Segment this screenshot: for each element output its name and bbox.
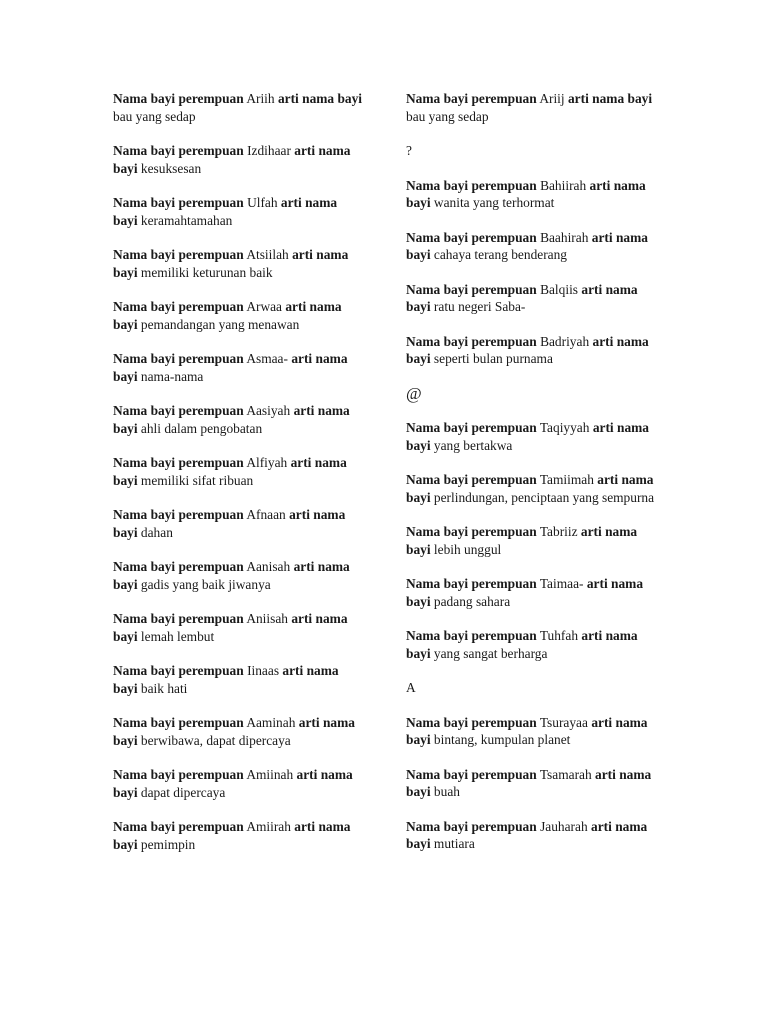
name-entry (406, 818, 661, 853)
name-entry (113, 662, 363, 697)
entry-name: Amiirah (246, 819, 291, 834)
entry-meaning: pemandangan yang menawan (140, 316, 300, 332)
entry-prefix: Nama bayi perempuan (406, 229, 537, 245)
entry-meaning-label: arti (293, 403, 315, 418)
entry-name: Alfiyah (246, 455, 288, 470)
entry-prefix: Nama bayi perempuan (406, 524, 537, 539)
entry-meaning-label: arti (290, 455, 312, 470)
entry-prefix: Nama bayi perempuan (113, 403, 244, 418)
entry-group (406, 177, 661, 368)
entry-meaning: dapat dipercaya (140, 784, 226, 800)
entry-name: Aasiyah (246, 403, 291, 418)
name-entry (113, 90, 363, 125)
entry-meaning-label: arti (592, 333, 614, 349)
entry-meaning-suffix: nama bayi (406, 420, 649, 453)
entry-name: Amiinah (246, 767, 294, 782)
name-entry (113, 766, 363, 801)
entry-prefix: Nama bayi perempuan (113, 143, 244, 158)
entry-meaning: wanita yang terhormat (433, 195, 555, 210)
entry-meaning-label: arti (581, 281, 603, 297)
entry-meaning: ratu negeri Saba- (433, 299, 526, 314)
name-entry (406, 90, 661, 125)
entry-meaning-label: arti (591, 714, 613, 730)
entry-name: Afnaan (246, 507, 286, 522)
entry-meaning: lemah lembut (140, 628, 215, 644)
entry-meaning: bau yang sedap (406, 108, 489, 124)
name-entry (113, 142, 363, 177)
entry-meaning-label: arti (567, 91, 589, 106)
entry-meaning-label: arti (292, 247, 313, 262)
entry-meaning-suffix: nama bayi (113, 143, 351, 176)
entry-meaning-suffix: nama bayi (592, 91, 653, 106)
entry-prefix: Nama bayi perempuan (113, 351, 244, 366)
entry-prefix: Nama bayi perempuan (406, 576, 537, 591)
entry-meaning-suffix: nama bayi (113, 351, 348, 384)
name-entry (406, 229, 661, 264)
name-entry (113, 402, 363, 437)
entry-meaning-suffix: nama bayi (406, 177, 646, 210)
entry-meaning-label: arti (280, 195, 302, 210)
entry-meaning-label: arti (592, 420, 614, 435)
entry-meaning: mutiara (433, 836, 475, 851)
entry-prefix: Nama bayi perempuan (113, 819, 244, 834)
entry-name: Iinaas (247, 663, 280, 678)
entry-meaning-suffix: nama bayi (406, 229, 648, 262)
entry-meaning-label: arti (291, 611, 313, 626)
entry-meaning-suffix: nama bayi (113, 247, 349, 280)
entry-meaning-label: arti (291, 351, 313, 366)
entry-meaning-label: arti (294, 143, 316, 158)
entry-meaning-suffix: nama bayi (113, 559, 350, 592)
name-entry (406, 281, 661, 316)
entry-prefix: Nama bayi perempuan (406, 818, 537, 834)
entry-prefix: Nama bayi perempuan (113, 299, 244, 314)
entry-meaning-suffix: nama bayi (113, 819, 351, 852)
entry-name: Asmaa- (246, 351, 288, 366)
entry-meaning-suffix: nama bayi (406, 628, 638, 661)
entry-prefix: Nama bayi perempuan (406, 628, 537, 643)
entry-meaning-label: arti (296, 767, 318, 782)
entry-prefix: Nama bayi perempuan (406, 420, 537, 435)
name-entry (113, 246, 363, 281)
entry-meaning-suffix: nama bayi (406, 524, 638, 557)
entry-name: Atsiilah (246, 247, 289, 262)
separator-mark: ? (406, 143, 412, 158)
name-entry (113, 350, 363, 385)
entry-meaning: seperti bulan purnama (433, 351, 553, 366)
name-entry (113, 298, 363, 333)
entry-prefix: Nama bayi perempuan (113, 195, 244, 210)
entry-meaning-label: arti (597, 472, 619, 487)
entry-prefix: Nama bayi perempuan (113, 767, 244, 782)
entry-name: Izdihaar (247, 143, 291, 158)
entry-meaning: buah (433, 784, 460, 799)
entry-meaning-suffix: nama bayi (113, 455, 347, 488)
entry-name: Tamiimah (539, 472, 594, 487)
entry-meaning-suffix: nama bayi (406, 333, 649, 366)
entry-meaning: gadis yang baik jiwanya (140, 576, 271, 592)
entry-meaning-suffix: nama bayi (113, 299, 342, 332)
entry-prefix: Nama bayi perempuan (113, 611, 244, 626)
entry-meaning-suffix: nama bayi (406, 766, 652, 799)
entry-name: Tsamarah (539, 766, 592, 782)
separator-mark: @ (406, 383, 422, 403)
entry-meaning-suffix: nama bayi (113, 195, 338, 228)
entry-meaning-label: arti (586, 576, 608, 591)
entry-prefix: Nama bayi perempuan (113, 715, 244, 730)
entry-name: Bahiirah (540, 177, 587, 193)
name-entry (406, 333, 661, 368)
entry-meaning-suffix: nama bayi (113, 403, 350, 436)
entry-meaning: bau yang sedap (113, 108, 196, 124)
entry-name: Tabriiz (539, 524, 578, 539)
entry-meaning-label: arti (298, 715, 320, 730)
entry-meaning: cahaya terang benderang (433, 247, 568, 262)
entry-name: Tsurayaa (539, 714, 588, 730)
name-entry (406, 575, 661, 610)
name-entry (113, 194, 363, 229)
name-entry (406, 471, 661, 506)
entry-meaning-label: arti (285, 299, 307, 314)
name-entry (113, 714, 363, 749)
entry-prefix: Nama bayi perempuan (406, 91, 537, 106)
entry-meaning: keramahtamahan (140, 212, 233, 228)
entry-meaning-label: arti (589, 177, 611, 193)
entry-meaning-label: arti (581, 628, 603, 643)
entry-meaning: kesuksesan (140, 160, 202, 176)
entry-group (406, 419, 661, 662)
entry-prefix: Nama bayi perempuan (113, 663, 244, 678)
entry-meaning: bintang, kumpulan planet (433, 732, 571, 747)
entry-meaning-suffix: nama bayi (406, 818, 648, 851)
entry-prefix: Nama bayi perempuan (113, 91, 244, 106)
name-entry (113, 610, 363, 645)
entry-meaning: yang bertakwa (433, 437, 513, 453)
entry-meaning-suffix: nama bayi (113, 507, 346, 540)
entry-meaning-suffix: nama bayi (113, 767, 353, 800)
entry-prefix: Nama bayi perempuan (406, 714, 537, 730)
entry-meaning: memiliki keturunan baik (140, 264, 273, 280)
entry-meaning-suffix: nama bayi (113, 663, 339, 696)
entry-prefix: Nama bayi perempuan (113, 559, 244, 574)
entry-name: Badriyah (540, 333, 590, 349)
entry-name: Aaminah (246, 715, 296, 730)
entry-prefix: Nama bayi perempuan (406, 281, 537, 297)
entry-meaning-suffix: nama bayi (406, 714, 648, 747)
entry-group (406, 714, 661, 853)
entry-meaning: memiliki sifat ribuan (140, 472, 254, 488)
entry-meaning-suffix: nama bayi (302, 91, 363, 106)
name-entry (406, 523, 661, 558)
entry-meaning-label: arti (294, 819, 316, 834)
entry-prefix: Nama bayi perempuan (406, 472, 537, 487)
entry-meaning: nama-nama (140, 368, 204, 384)
entry-meaning-suffix: nama bayi (113, 715, 355, 748)
entry-prefix: Nama bayi perempuan (113, 507, 244, 522)
entry-prefix: Nama bayi perempuan (406, 766, 537, 782)
entry-name: Aanisah (246, 559, 291, 574)
entry-meaning: padang sahara (433, 593, 511, 609)
entry-prefix: Nama bayi perempuan (113, 455, 244, 470)
entry-name: Ariih (246, 91, 275, 106)
entry-meaning: lebih unggul (433, 541, 502, 557)
right-column (406, 90, 661, 870)
entry-prefix: Nama bayi perempuan (113, 247, 244, 262)
entry-name: Ariij (539, 91, 565, 106)
entry-meaning-suffix: nama bayi (406, 281, 638, 314)
entry-name: Ulfah (247, 195, 278, 210)
entry-meaning-suffix: nama bayi (406, 472, 654, 505)
entry-meaning-label: arti (580, 524, 602, 539)
entry-name: Balqiis (540, 281, 579, 297)
entry-meaning-suffix: nama bayi (406, 576, 644, 609)
entry-meaning: perlindungan, penciptaan yang sempurna (433, 489, 655, 505)
entry-name: Tuhfah (539, 628, 579, 643)
name-entry (406, 177, 661, 212)
entry-name: Jauharah (540, 818, 588, 834)
entry-meaning-label: arti (591, 818, 612, 834)
entry-meaning-suffix: nama bayi (113, 611, 348, 644)
entry-meaning: pemimpin (140, 836, 196, 852)
entry-name: Taimaa- (539, 576, 584, 591)
entry-meaning-label: arti (289, 507, 310, 522)
entry-name: Taqiyyah (539, 420, 590, 435)
left-column (113, 90, 363, 870)
name-entry (113, 454, 363, 489)
entry-prefix: Nama bayi perempuan (406, 177, 537, 193)
name-entry (406, 627, 661, 662)
name-entry (406, 714, 661, 749)
entry-meaning: ahli dalam pengobatan (140, 420, 263, 436)
entry-name: Baahirah (540, 229, 589, 245)
entry-meaning: berwibawa, dapat dipercaya (140, 732, 291, 748)
separator-mark: A (406, 680, 416, 695)
entry-name: Arwaa (246, 299, 282, 314)
name-entry (406, 766, 661, 801)
entry-meaning: baik hati (140, 680, 188, 696)
entry-meaning-label: arti (293, 559, 315, 574)
entry-meaning-label: arti (595, 766, 616, 782)
entry-meaning-label: arti (277, 91, 299, 106)
name-entry (113, 506, 363, 541)
name-entry (406, 419, 661, 454)
entry-meaning: dahan (140, 524, 173, 540)
entry-name: Aniisah (246, 611, 288, 626)
entry-meaning: yang sangat berharga (433, 645, 548, 661)
entry-meaning-label: arti (591, 229, 613, 245)
name-entry (113, 558, 363, 593)
entry-meaning-label: arti (282, 663, 304, 678)
entry-prefix: Nama bayi perempuan (406, 333, 537, 349)
name-entry (113, 818, 363, 853)
